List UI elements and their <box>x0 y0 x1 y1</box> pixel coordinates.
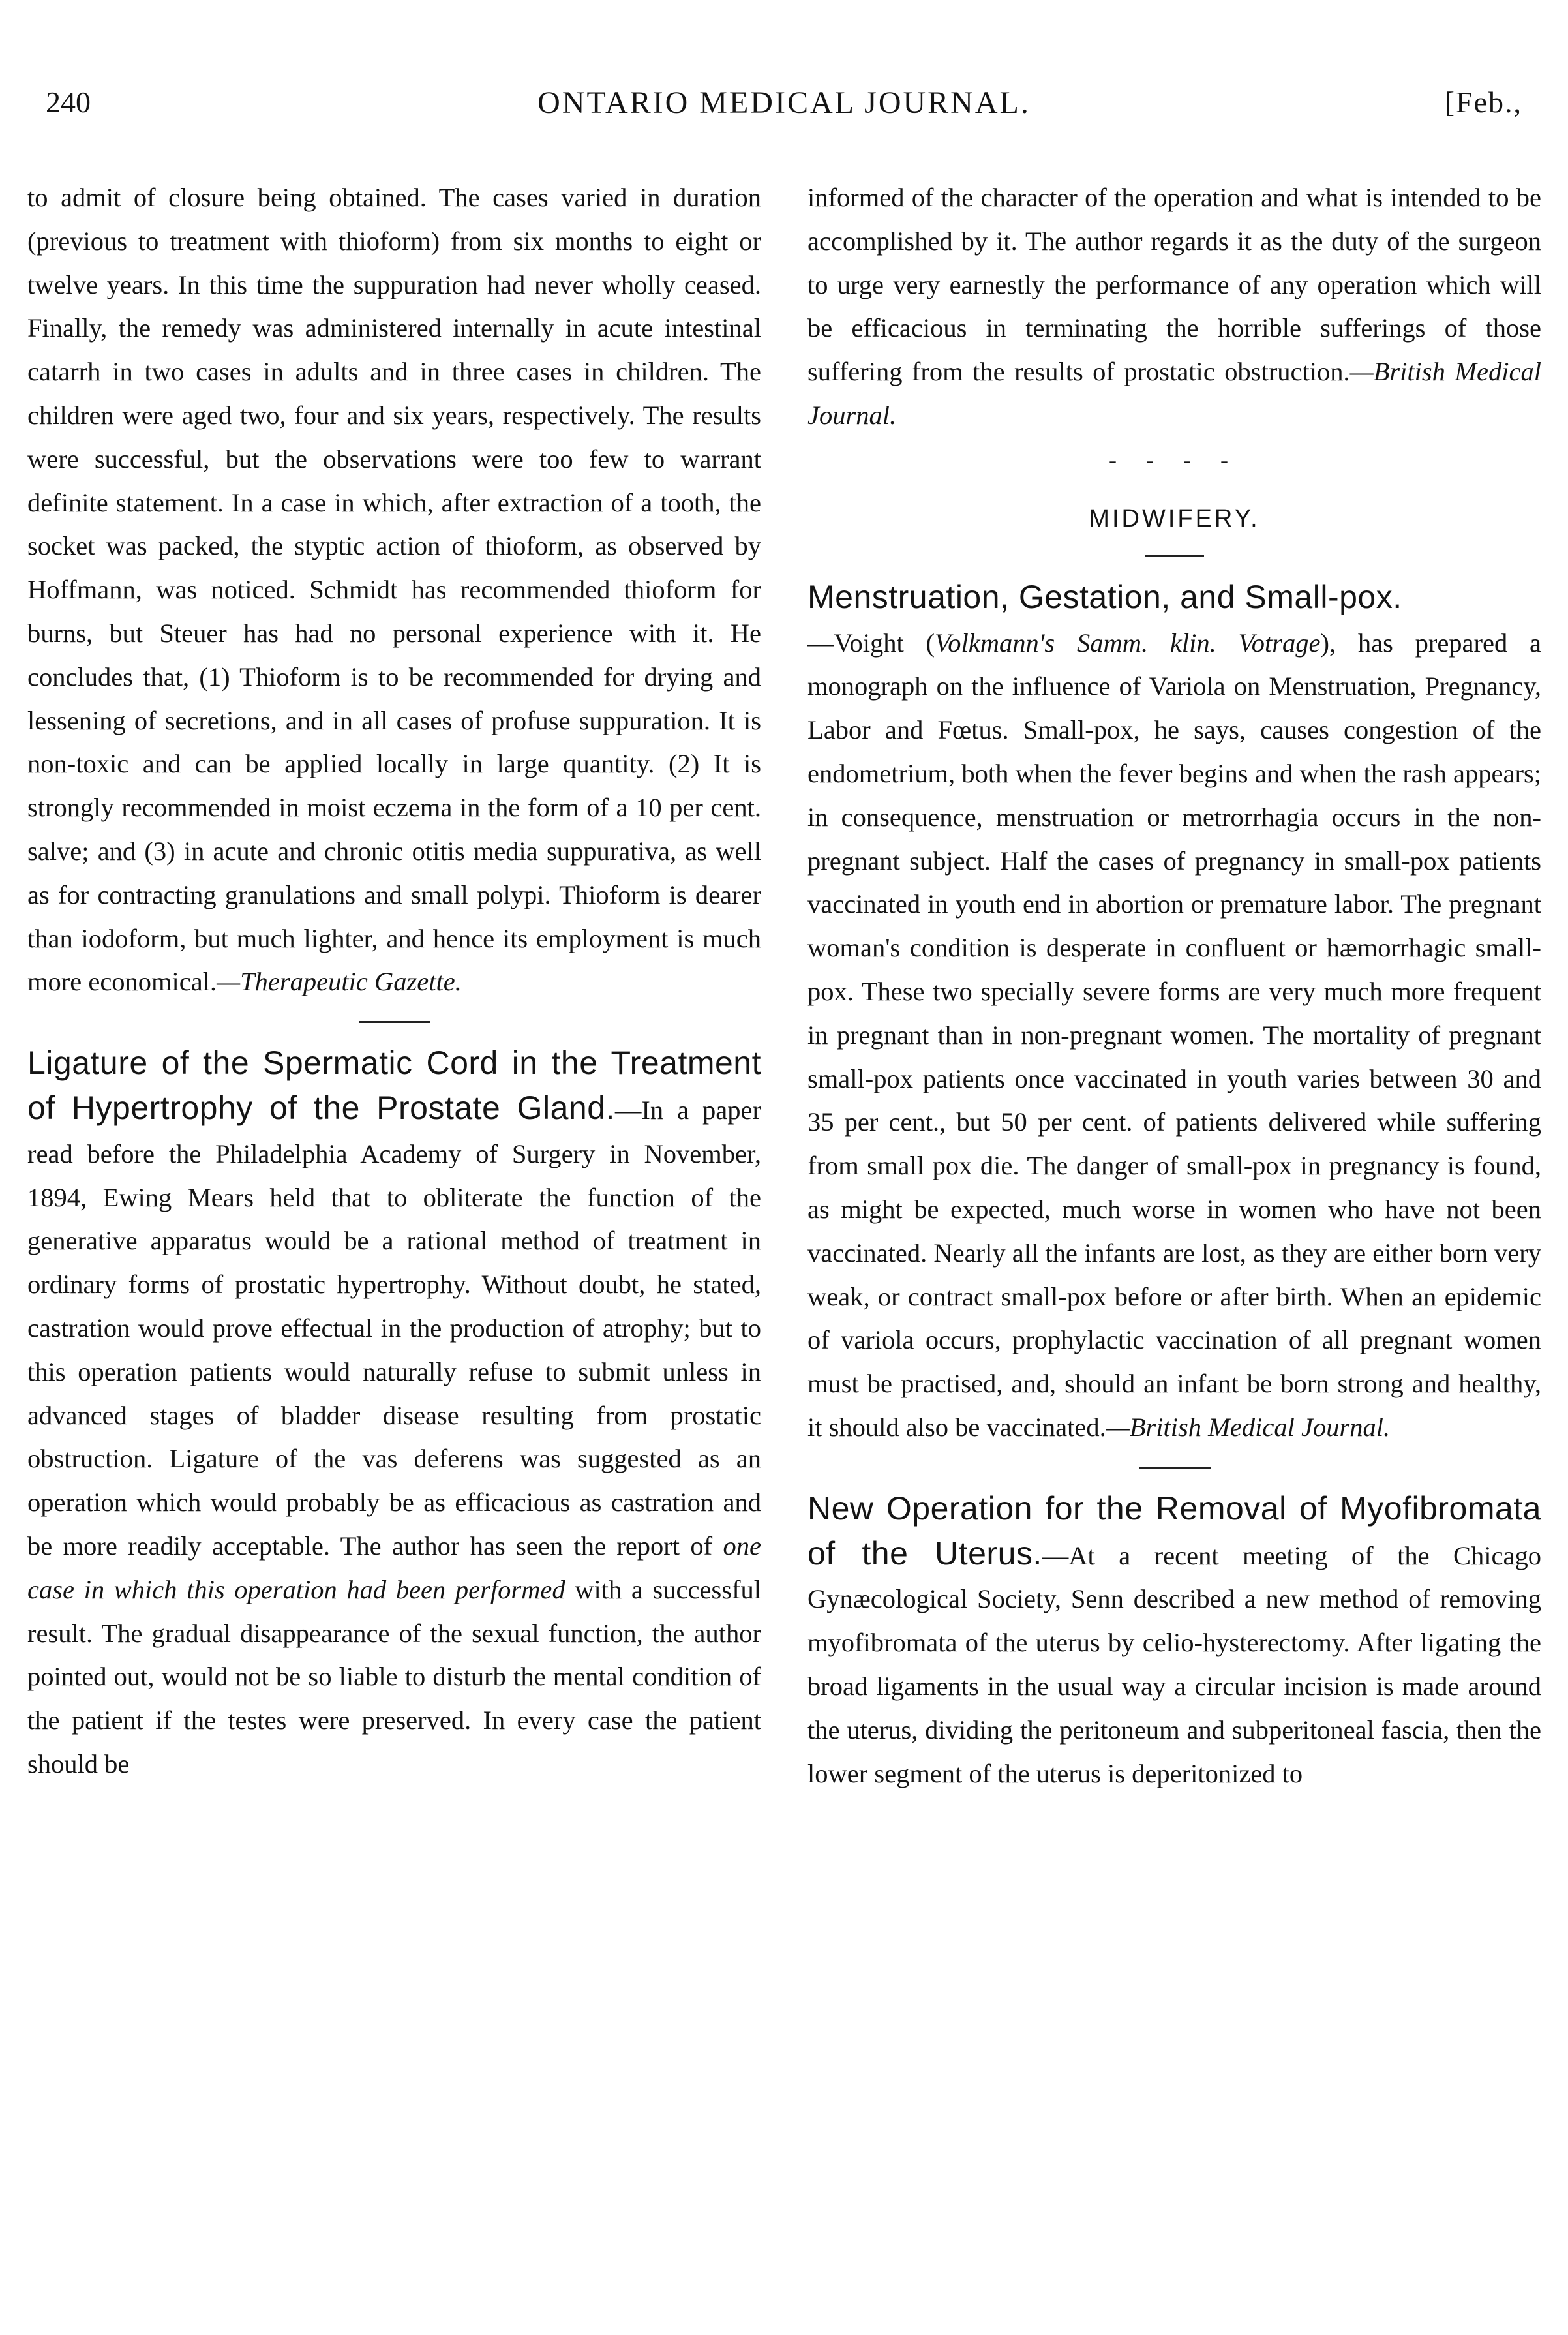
right-column <box>807 176 1541 1795</box>
left-column <box>27 176 761 1786</box>
article-title: Menstruation, Gestation, and Small-pox. <box>807 578 1402 615</box>
dash-separator: - - - - <box>1109 446 1240 473</box>
article-title: Ligature of the Spermatic Cord in the Treatment of Hypertrophy of the Prostate Gland. <box>27 1045 761 1126</box>
article-title: New Operation for the Removal of Myofibromata of the Uterus. <box>807 1489 1541 1572</box>
smallpox-article <box>807 577 1541 1450</box>
continuation-text: informed of the character of the operation and what is intended to be accomplished by it. The author regards it as the duty of the surgeon to urge very earnestly the performance of any operation which will be efficacious in terminating the horrible sufferings of those suffering from the results of prostatic obstruction. <box>807 183 1541 387</box>
thioform-text: to admit of closure being obtained. The cases varied in duration (previous to treatment with thioform) from six months to eight or twelve years. In this time the suppuration had never wholly ceased. Finally, the remedy was administered internally in acute intestinal catarrh in two cases in adults and in three cases in children. The children were aged two, four and six years, respectively. The results were successful, but the observations were too few to warrant definite statement. In a case in which, after extraction of a tooth, the socket was packed, the styptic action of thioform, as observed by Hoffmann, was noticed. Schmidt has recommended thioform for burns, but Steuer has had no personal experience with it. He concludes that, (1) Thioform is to be recommended for drying and lessening of secretions, and in all cases of profuse suppuration. It is non-toxic and can be applied locally in large quantity. (2) It is strongly recommended in moist eczema in the form of a 10 per cent. salve; and (3) in acute and chronic otitis media suppurativa, as well as for contracting granulations and small polypi. Thioform is dearer than iodoform, but much lighter, and hence its employment is much more economical. <box>27 183 761 997</box>
article-separator <box>359 1021 430 1023</box>
myofibromata-article <box>807 1488 1541 1796</box>
running-head <box>46 85 1522 144</box>
section-heading: MIDWIFERY. <box>1089 504 1260 532</box>
continuation-paragraph <box>807 176 1541 438</box>
issue-marker: [Feb., <box>1444 85 1522 119</box>
article-body: —At a recent meeting of the Chicago Gynæcological Society, Senn described a new method of removing myofibromata of the uterus by celio-hysterectomy. After ligating the broad ligaments in the usual way a circular incision is made around the uterus, dividing the peritoneum and subperitoneal fascia, then the lower segment of the uterus is deperitonized to <box>807 1540 1541 1788</box>
thioform-source: —Therapeutic Gazette. <box>217 967 462 997</box>
article-citation: Volkmann's Samm. klin. Votrage <box>935 628 1321 658</box>
article-body-end: with a successful result. The gradual disappearance of the sexual function, the author pointed out, would not be so liable to disturb the mental condition of the patient if the testes were preserved. In every case the patient should be <box>27 1574 761 1778</box>
article-body: —In a paper read before the Philadelphia Academy of Surgery in November, 1894, Ewing Mears held that to obliterate the function of the generative apparatus would be a rational method of treatment in ordinary forms of prostatic hypertrophy. Without doubt, he stated, castration would prove effectual in the production of atrophy; but to this operation patients would naturally refuse to submit unless in advanced stages of bladder disease resulting from prostatic obstruction. Ligature of the vas deferens was suggested as an operation which would probably be as efficacious as castration and be more readily acceptable. The author has seen the report of <box>27 1095 761 1561</box>
page-number: 240 <box>46 85 91 119</box>
spermatic-cord-article <box>27 1043 761 1786</box>
thioform-paragraph <box>27 176 761 1004</box>
article-body: ), has prepared a monograph on the influence of Variola on Menstruation, Pregnancy, Labor and Fœtus. Small-pox, he says, causes congestion of the endometrium, both when the fever begins and when the rash appears; in consequence, menstruation or metrorrhagia occurs in the non-pregnant subject. Half the cases of pregnancy in small-pox patients vaccinated in youth end in abortion or premature labor. The pregnant woman's condition is desperate in confluent or hæmorrhagic small-pox. These two specially severe forms are very much more frequent in pregnant than in non-pregnant women. The mortality of pregnant small-pox patients once vaccinated in youth varies between 30 and 35 per cent., but 50 per cent. of patients delivered while suffering from small pox die. The danger of small-pox in pregnancy is found, as might be expected, much worse in women who have not been vaccinated. Nearly all the infants are lost, as they are either born very weak, or contract small-pox before or after birth. When an epidemic of variola occurs, prophylactic vaccination of all pregnant women must be practised, and, should an infant be born strong and healthy, it should also be vaccinated. <box>807 628 1541 1442</box>
journal-title: ONTARIO MEDICAL JOURNAL. <box>537 85 1031 120</box>
continuation-source: —British Medical Journal. <box>807 357 1541 430</box>
article-author: —Voight ( <box>807 628 935 658</box>
article-body-italic: one case in which this operation had been performed <box>27 1531 761 1604</box>
section-rule <box>1145 555 1204 557</box>
article-source: —British Medical Journal. <box>1106 1412 1391 1442</box>
article-separator <box>1139 1467 1211 1469</box>
